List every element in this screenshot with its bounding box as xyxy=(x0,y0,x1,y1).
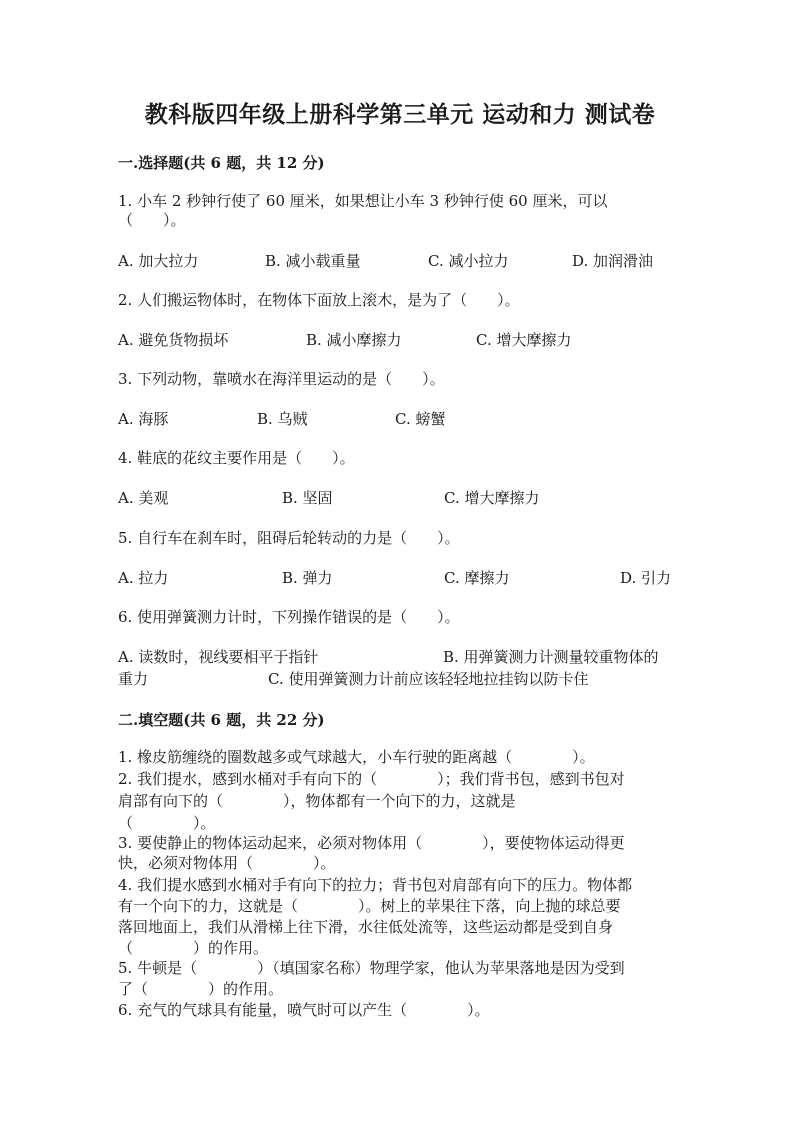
question-5-option-b: B. 弹力 xyxy=(282,569,333,587)
question-6-option-a: A. 读数时，视线要相平于指针 xyxy=(118,648,319,666)
fill-line-5: 3. 要使静止的物体运动起来，必须对物体用（ ），要使物体运动得更 xyxy=(118,834,625,852)
fill-line-1: 1. 橡皮筋缠绕的圈数越多或气球越大，小车行驶的距离越（ ）。 xyxy=(118,748,595,766)
question-2-option-a: A. 避免货物损坏 xyxy=(118,331,229,349)
question-4-option-b: B. 坚固 xyxy=(282,489,333,507)
question-4-option-c: C. 增大摩擦力 xyxy=(444,489,540,507)
question-6-option-c: C. 使用弹簧测力计前应该轻轻地拉挂钩以防卡住 xyxy=(268,670,589,688)
question-3-option-a: A. 海豚 xyxy=(118,410,169,428)
question-5-option-a: A. 拉力 xyxy=(118,569,169,587)
question-6-stem: 6. 使用弹簧测力计时，下列操作错误的是（ ）。 xyxy=(118,608,460,626)
question-2-stem: 2. 人们搬运物体时，在物体下面放上滚木，是为了（ ）。 xyxy=(118,291,520,309)
question-2-option-c: C. 增大摩擦力 xyxy=(476,331,572,349)
section-header-fill-blank: 二.填空题(共 6 题，共 22 分) xyxy=(118,711,325,729)
question-1-stem-line-2: （ ）。 xyxy=(118,211,186,229)
question-5-option-c: C. 摩擦力 xyxy=(444,569,510,587)
question-5-option-d: D. 引力 xyxy=(620,569,672,587)
fill-line-2: 2. 我们提水，感到水桶对手有向下的（ ）；我们背书包，感到书包对 xyxy=(118,770,625,788)
question-3-stem: 3. 下列动物，靠喷水在海洋里运动的是（ ）。 xyxy=(118,370,445,388)
question-2-option-b: B. 减小摩擦力 xyxy=(306,331,402,349)
question-1-option-d: D. 加润滑油 xyxy=(572,252,654,270)
question-3-option-b: B. 乌贼 xyxy=(257,410,308,428)
fill-line-10: （ ）的作用。 xyxy=(118,939,269,957)
fill-line-9: 落回地面上，我们从滑梯上往下滑，水往低处流等，这些运动都是受到自身 xyxy=(118,918,614,936)
question-1-option-c: C. 减小拉力 xyxy=(428,252,509,270)
fill-line-4: （ ）。 xyxy=(118,814,216,832)
fill-line-8: 有一个向下的力，这就是（ ）。树上的苹果往下落，向上抛的球总要 xyxy=(118,897,621,915)
question-1-option-a: A. 加大拉力 xyxy=(118,252,199,270)
question-6-option-b: B. 用弹簧测力计测量较重物体的 xyxy=(443,648,659,666)
question-4-option-a: A. 美观 xyxy=(118,489,169,507)
fill-line-3: 肩部有向下的（ ），物体都有一个向下的力，这就是 xyxy=(118,792,516,810)
question-6-option-b-continued: 重力 xyxy=(118,670,149,688)
page-title: 教科版四年级上册科学第三单元 运动和力 测试卷 xyxy=(144,101,656,128)
question-1-option-b: B. 减小载重量 xyxy=(265,252,361,270)
question-4-stem: 4. 鞋底的花纹主要作用是（ ）。 xyxy=(118,449,355,467)
fill-line-11: 5. 牛顿是（ ）（填国家名称）物理学家，他认为苹果落地是因为受到 xyxy=(118,959,625,977)
fill-line-7: 4. 我们提水感到水桶对手有向下的拉力；背书包对肩部有向下的压力。物体都 xyxy=(118,876,633,894)
question-1-stem-line-1: 1. 小车 2 秒钟行使了 60 厘米，如果想让小车 3 秒钟行使 60 厘米，可以 xyxy=(118,192,608,210)
fill-line-12: 了（ ）的作用。 xyxy=(118,980,284,998)
section-header-choice: 一.选择题(共 6 题，共 12 分) xyxy=(118,154,325,172)
fill-line-13: 6. 充气的气球具有能量，喷气时可以产生（ ）。 xyxy=(118,1001,490,1019)
question-3-option-c: C. 螃蟹 xyxy=(395,410,446,428)
fill-line-6: 快，必须对物体用（ ）。 xyxy=(118,854,336,872)
question-5-stem: 5. 自行车在刹车时，阻碍后轮转动的力是（ ）。 xyxy=(118,529,460,547)
